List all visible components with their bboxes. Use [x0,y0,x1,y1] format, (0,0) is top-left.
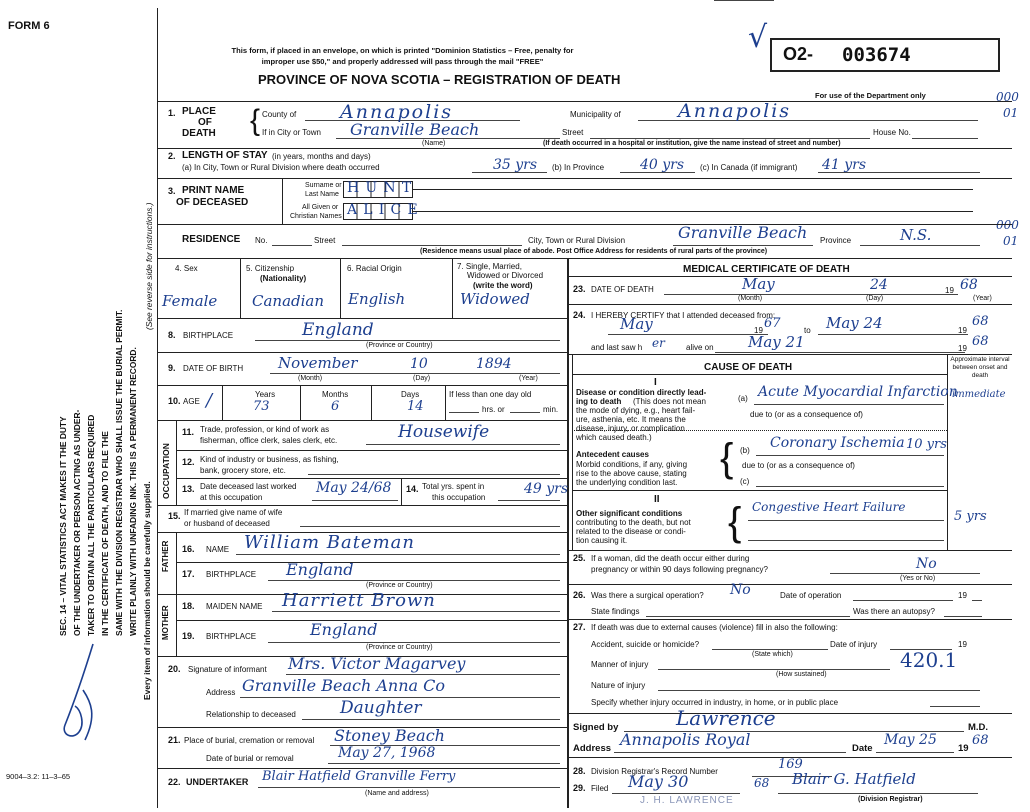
q19-num: 19. [182,631,195,641]
address-label: Address [573,743,612,754]
dob-month-label: (Month) [298,375,323,382]
alive-on-label: alive on [686,343,714,352]
statute-line: Every item of information should be carefully supplied. [142,481,152,700]
margin-code: 01 [1003,106,1019,120]
date-19: 19 [958,743,969,754]
informant-rel-label: Relationship to deceased [206,710,296,719]
last-saw-year: 68 [972,334,989,349]
informant-sig-value: Mrs. Victor Magarvey [288,654,466,673]
due-to-label: due to (or as a consequence of) [750,410,863,419]
registrar-signature: Blair G. Hatfield [792,770,916,788]
attended-from-year: 67 [764,316,781,331]
to-label: to [804,326,811,335]
q22-num: 22. [168,777,181,787]
marital-value: Widowed [460,290,530,308]
roman-1: I [654,377,657,388]
q18-num: 18. [182,601,195,611]
last-saw-label: and last saw h [591,343,643,352]
surname-label: Last Name [305,191,339,198]
cause-c-label: (c) [740,477,750,486]
q3-num: 3. [168,186,176,196]
total-years-value: 49 yrs [524,481,569,497]
dod-label: DATE OF DEATH [591,285,654,294]
q9-num: 9. [168,363,176,373]
father-side-label: FATHER [161,540,170,572]
age-months-label: Months [322,390,349,399]
q17-num: 17. [182,569,195,579]
record-number-value: 169 [778,757,803,772]
dod-year: 68 [960,277,978,293]
signed-by-value: Lawrence [676,706,776,730]
undertaker-value: Blair Hatfield Granville Ferry [262,769,456,784]
cause-b-value: Coronary Ischemia [770,435,905,451]
checkmark: √ [748,20,768,55]
last-worked-value: May 24/68 [316,480,392,496]
birthplace-label: BIRTHPLACE [183,331,234,340]
age-mark: / [206,390,213,411]
stay-a-value: 35 yrs [493,157,538,173]
injury-date-label: Date of injury [830,640,878,649]
margin-signature [55,640,110,750]
interval-heading: Approximate interval between onset and death [950,356,1010,379]
registrar-note: (Division Registrar) [858,796,923,803]
stay-c-value: 41 yrs [822,157,867,173]
age-years: 73 [253,399,270,414]
deceased-label: PRINT NAME [182,185,245,196]
dod-month-label: (Month) [738,295,763,302]
county-label: County of [262,110,297,119]
dob-label: DATE OF BIRTH [183,364,244,373]
due-to-label: due to (or as a consequence of) [742,461,855,470]
q25-num: 25. [573,553,586,563]
stay-b-label: (b) In Province [552,163,605,172]
hospital-note: (If death occurred in a hospital or institution, give the name instead of street and number) [543,140,841,147]
cause-b-label: (b) [740,446,750,455]
attended-from-19: 19 [754,326,763,335]
q13-label: Date deceased last worked [200,482,297,491]
findings-label: State findings [591,607,640,616]
other-desc: contributing to the death, but not [576,518,691,527]
statute-line: SAME WITH THE DIVISION REGISTRAR WHO SHALL ISSUE THE BURIAL PERMIT. [114,309,124,636]
cause-a-interval: immediate [952,389,1006,400]
q20-num: 20. [168,664,181,674]
cause-desc: ure, asthenia, etc. It means the [576,415,686,424]
age-hrs-label: hrs. or [482,405,505,414]
nature-label: Nature of injury [591,681,646,690]
autopsy-label: Was there an autopsy? [853,607,935,616]
other-label: Other significant conditions [576,509,683,518]
informant-addr-value: Granville Beach Anna Co [242,676,445,695]
dob-day: 10 [410,356,428,372]
citizenship-header: 5. Citizenship [246,264,295,273]
q27-num: 27. [573,622,586,632]
residence-city-label: City, Town or Rural Division [528,236,626,245]
place-label: DEATH [182,128,216,139]
citizenship-subheader: (Nationality) [260,274,307,283]
place-label: PLACE [182,106,216,117]
marital-header: 7. Single, Married, [457,262,522,271]
form-number: FORM 6 [8,20,50,32]
q8-num: 8. [168,330,176,340]
cause-code: 420.1 [900,648,958,672]
age-months: 6 [331,399,340,414]
q23-num: 23. [573,284,586,294]
filed-value: May 30 [628,772,689,791]
attended-to: May 24 [826,314,883,332]
antecedent-desc: rise to the above cause, stating [576,469,687,478]
cause-a-label: (a) [738,394,748,403]
occupation-side-label: OCCUPATION [161,443,171,499]
cause-a-value: Acute Myocardial Infarction [758,384,958,400]
father-name-value: William Bateman [244,532,415,553]
marital-header: (write the word) [473,281,533,290]
q12-num: 12. [182,457,195,467]
stay-c-label: (c) In Canada (if immigrant) [700,163,798,172]
surname-value: HUNT [347,180,418,196]
burial-date-label: Date of burial or removal [206,754,294,763]
occupation-value: Housewife [398,422,490,442]
burial-place-value: Stoney Beach [334,726,445,745]
cause-desc: Disease or condition directly lead- [576,388,707,397]
undertaker-label: UNDERTAKER [186,777,249,787]
age-label: AGE [183,397,200,406]
age-lt-label: If less than one day old [449,390,532,399]
q25-note: (Yes or No) [900,575,936,582]
q26-label: Was there a surgical operation? [591,591,704,600]
cause-desc: which caused death.) [576,433,652,442]
dob-year: 1894 [476,356,512,372]
registration-number: 003674 [842,44,911,66]
statute-line: SEC. 14 – VITAL STATISTICS ACT MAKES IT THE DUTY [58,416,68,636]
q25-label: If a woman, did the death occur either during [591,554,750,563]
other-interval-value: 5 yrs [954,509,987,524]
attended-from: May [620,315,653,333]
q29-num: 29. [573,783,586,793]
q12-label: Kind of industry or business, as fishing, [200,455,339,464]
antecedent-desc: Morbid conditions, if any, giving [576,460,688,469]
city-value: Granville Beach [350,120,480,139]
cause-desc: the mode of dying, e.g., heart fail- [576,406,696,415]
q25-label: pregnancy or within 90 days following pregnancy? [591,565,768,574]
municipality-label: Municipality of [570,110,621,119]
sex-header: 4. Sex [175,264,198,273]
q27-label: If death was due to external causes (violence) fill in also the following: [591,623,838,632]
statute-line: OF THE UNDERTAKER OR PERSON ACTING AS UNDER- [72,409,82,636]
footer-code: 9004–3.2: 11–3–65 [6,772,71,781]
deceased-label: OF DECEASED [176,197,249,208]
accident-label: Accident, suicide or homicide? [591,640,700,649]
stay-a-label: (a) In City, Town or Rural Division where death occurred [182,163,380,172]
given-value: ALICE [347,202,424,218]
mother-bp-value: England [310,620,378,639]
q25-value: No [916,556,937,572]
q11-num: 11. [182,427,195,437]
sex-value: Female [162,292,218,310]
mother-maiden-label: MAIDEN NAME [206,602,263,611]
q24-num: 24. [573,310,586,320]
antecedent-label: Antecedent causes [576,450,649,459]
residence-city-value: Granville Beach [678,223,808,242]
father-bp-value: England [286,560,354,579]
q16-num: 16. [182,544,195,554]
age-days-label: Days [401,390,420,399]
statute-line: (See reverse side for instructions.) [144,202,154,330]
residence-province-label: Province [820,236,852,245]
date-value: May 25 [884,732,937,748]
q13-num: 13. [182,484,195,494]
q21-num: 21. [168,735,181,745]
birthplace-value: England [302,320,374,340]
other-desc: tion causing it. [576,536,628,545]
statute-line: TAKER TO OBTAIN ALL THE PARTICULARS REQUIRED [86,414,96,636]
street-label: Street [562,128,584,137]
informant-sig-label: Signature of informant [188,665,267,674]
dob-month: November [278,354,358,372]
md-label: M.D. [968,722,989,733]
q14-num: 14. [406,484,419,494]
antecedent-desc: the underlying condition last. [576,478,678,487]
cause-desc: disease, injury, or complication [576,424,685,433]
mother-side-label: MOTHER [161,605,170,640]
dod-year-prefix: 19 [945,286,954,295]
stay-b-value: 40 yrs [640,157,685,173]
given-label: All Given or [302,204,339,211]
q26-num: 26. [573,590,586,600]
dod-month: May [742,275,775,293]
medical-heading: MEDICAL CERTIFICATE OF DEATH [683,264,850,275]
q15-num: 15. [168,511,181,521]
q11-label: Trade, profession, or kind of work as [200,425,330,434]
residence-province-value: N.S. [900,226,932,244]
margin-code: 000 [996,218,1019,232]
q14-label: Total yrs. spent in [422,482,485,491]
municipality-value: Annapolis [678,100,792,122]
cause-desc: (This does not mean [633,397,706,406]
operation-19: 19 [958,591,967,600]
informant-addr-label: Address [206,688,236,697]
dod-year-label: (Year) [973,295,992,302]
residence-street-label: Street [314,236,336,245]
spouse-label: If married give name of wife [184,508,283,517]
county-value: Annapolis [340,101,454,123]
racial-value: English [348,290,406,308]
statute-line: WRITE PLAINLY WITH UNFADING INK. THIS IS A PERMANENT RECORD. [128,347,138,636]
injury-19: 19 [958,640,967,649]
undertaker-note: (Name and address) [365,790,429,797]
filed-label: Filed [591,784,609,793]
stay-label-suffix: (in years, months and days) [272,152,371,161]
q13-label: at this occupation [200,493,263,502]
birthplace-note: (Province or Country) [366,342,433,349]
other-cause-value: Congestive Heart Failure [752,500,906,514]
record-number-label: Division Registrar's Record Number [591,767,718,776]
spouse-label: or husband of deceased [184,519,270,528]
house-label: House No. [873,128,911,137]
q2-num: 2. [168,151,176,161]
father-bp-note: (Province or Country) [366,582,433,589]
registration-prefix: O2- [783,44,814,64]
attended-to-19: 19 [958,326,967,335]
margin-code: 01 [1003,234,1019,248]
age-years-label: Years [255,390,276,399]
father-bp-label: BIRTHPLACE [206,570,257,579]
margin-code: 000 [996,90,1019,104]
state-which-note: (State which) [752,651,793,658]
cause-desc: ing to death [576,397,622,406]
dob-year-label: (Year) [519,375,538,382]
manner-label: Manner of injury [591,660,649,669]
last-saw-19: 19 [958,344,967,353]
given-label: Christian Names [290,213,342,220]
stay-label: LENGTH OF STAY [182,150,268,161]
date-label: Date [852,743,873,754]
place-label: OF [198,117,212,128]
residence-note: (Residence means usual place of abode. Post Office Address for residents of rural parts of the province) [420,248,768,255]
residence-label: RESIDENCE [182,234,241,245]
signed-by-label: Signed by [573,722,619,733]
q14-label: this occupation [432,493,486,502]
last-saw-pronoun: er [652,336,665,350]
mother-bp-label: BIRTHPLACE [206,632,257,641]
name-note: (Name) [422,140,446,147]
specify-label: Specify whether injury occurred in industry, in home, or in public place [591,698,839,707]
q1-num: 1. [168,108,176,118]
registrar-stamp: J. H. LAWRENCE [640,795,734,806]
burial-place-label: Place of burial, cremation or removal [184,736,315,745]
father-name-label: NAME [206,545,230,554]
citizenship-value: Canadian [252,292,325,310]
city-label: If in City or Town [262,128,321,137]
surname-label: Surname or [305,182,342,189]
age-days: 14 [407,399,424,414]
date-year: 68 [972,733,989,748]
mother-bp-note: (Province or Country) [366,644,433,651]
dod-day: 24 [870,277,888,293]
page-title: PROVINCE OF NOVA SCOTIA – REGISTRATION OF DEATH [258,72,621,87]
filed-year: 68 [754,776,770,790]
statute-line: IN THE CERTIFICATE OF DEATH, AND TO FILE THE [100,431,110,636]
mother-maiden-value: Harriett Brown [282,590,436,611]
q26-value: No [730,582,751,598]
attended-to-year: 68 [972,314,989,329]
other-desc: related to the disease or condi- [576,527,686,536]
cause-heading: CAUSE OF DEATH [704,362,793,373]
dept-use-label: For use of the Department only [815,91,926,100]
last-saw-value: May 21 [748,333,805,351]
dod-day-label: (Day) [866,295,884,302]
roman-2: II [654,494,660,505]
burial-date-value: May 27, 1968 [338,745,436,761]
q12-label: bank, grocery store, etc. [200,466,286,475]
address-value: Annapolis Royal [620,730,751,749]
residence-no-label: No. [255,236,268,245]
how-sustained-note: (How sustained) [776,671,827,678]
operation-date-label: Date of operation [780,591,842,600]
q10-num: 10. [168,396,181,406]
mailing-notice: This form, if placed in an envelope, on which is printed "Dominion Statistics – Free, penalty for improper use $50," and properly addressed will pass through the mail "FREE" [231,46,574,66]
age-min-label: min. [543,405,559,414]
racial-header: 6. Racial Origin [347,264,402,273]
q28-num: 28. [573,766,586,776]
q11-label: fisherman, office clerk, sales clerk, etc. [200,436,338,445]
cause-b-interval: 10 yrs [906,437,947,452]
dob-day-label: (Day) [413,375,431,382]
informant-rel-value: Daughter [340,698,422,718]
attended-label: I HEREBY CERTIFY that I attended deceased from: [591,311,776,320]
marital-header: Widowed or Divorced [467,271,544,280]
